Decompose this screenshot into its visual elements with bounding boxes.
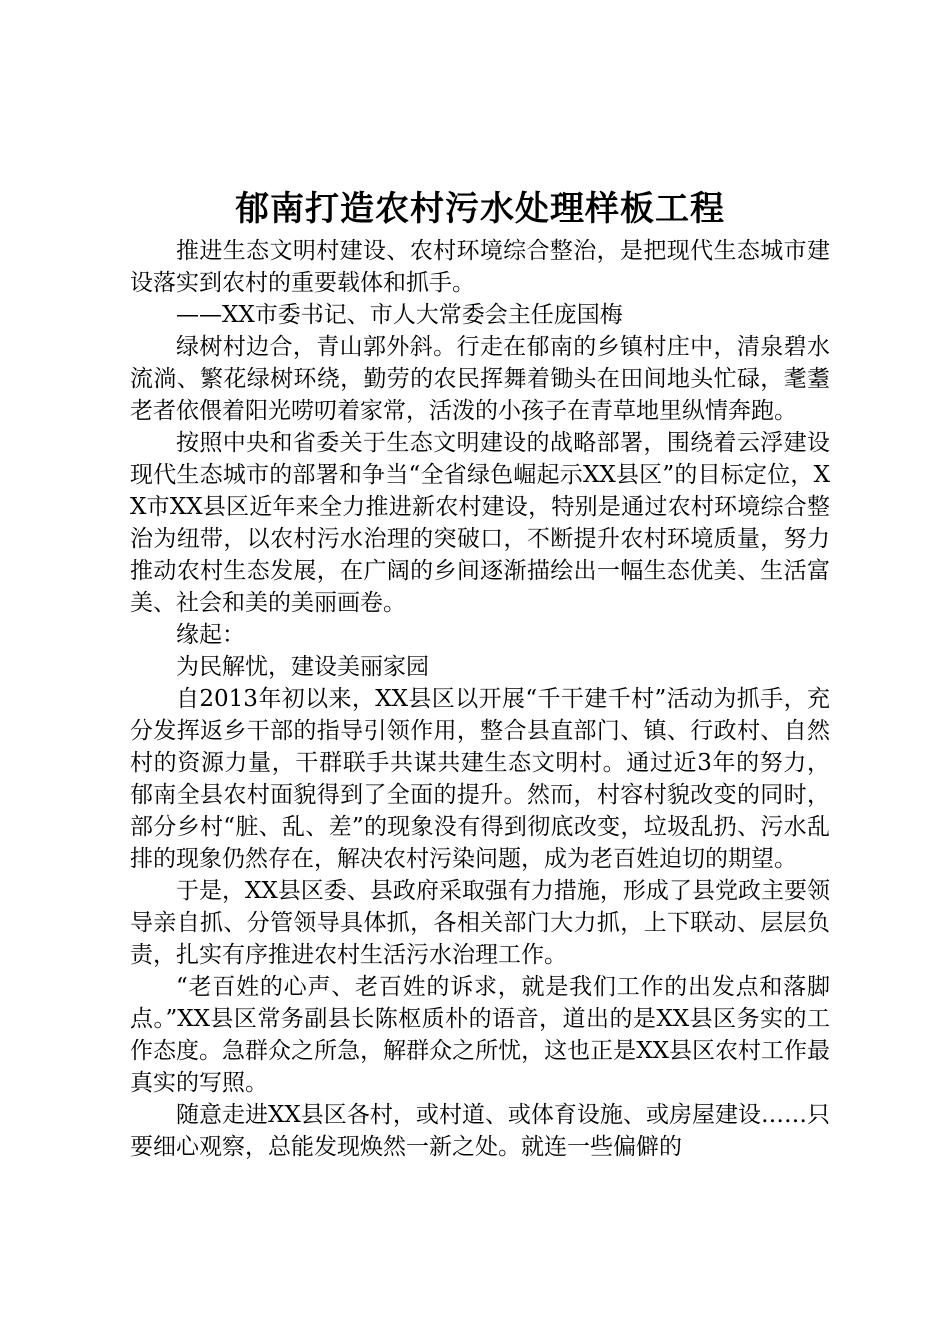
- paragraph-attribution: ——XX市委书记、市人大常委会主任庞国梅: [176, 302, 623, 328]
- section-label: 缘起：: [176, 622, 245, 648]
- paragraph: 按照中央和省委关于生态文明建设的战略部署，围绕着云浮建设现代生态城市的部署和争当“全省绿色崛起示XX县区”的目标定位，XX市XX县区近年来全力推进新农村建设，特别是通过农村环境综合整治为纽带，以农村污水治理的突破口，不断提升农村环境质量，努力推动农村生态发展，在广阔的乡间逐渐描绘出一幅生态优美、生活富美、社会和美的美丽画卷。: [130, 430, 830, 616]
- paragraph: 推进生态文明村建设、农村环境综合整治，是把现代生态城市建设落实到农村的重要载体和抓手。: [130, 238, 830, 296]
- document-body: [130, 235, 830, 1163]
- section-heading: 为民解忧，建设美丽家园: [176, 654, 429, 680]
- paragraph: 于是，XX县区委、县政府采取强有力措施，形成了县党政主要领导亲自抓、分管领导具体抓，各相关部门大力抓，上下联动、层层负责，扎实有序推进农村生活污水治理工作。: [130, 878, 830, 968]
- paragraph: “老百姓的心声、老百姓的诉求，就是我们工作的出发点和落脚点。”XX县区常务副县长陈枢质朴的语音，道出的是XX县区务实的工作态度。急群众之所急，解群众之所忧，这也正是XX县区农村工作最真实的写照。: [130, 974, 830, 1096]
- paragraph: 自2013年初以来，XX县区以开展“千干建千村”活动为抓手，充分发挥返乡干部的指导引领作用，整合县直部门、镇、行政村、自然村的资源力量，干群联手共谋共建生态文明村。通过近3年的努力，郁南全县农村面貌得到了全面的提升。然而，村容村貌改变的同时，部分乡村“脏、乱、差”的现象没有得到彻底改变，垃圾乱扔、污水乱排的现象仍然存在，解决农村污染问题，成为老百姓迫切的期望。: [130, 686, 830, 872]
- paragraph: 随意走进XX县区各村，或村道、或体育设施、或房屋建设……只要细心观察，总能发现焕然一新之处。就连一些偏僻的: [130, 1102, 830, 1160]
- document-title: 郁南打造农村污水处理样板工程: [235, 189, 725, 229]
- document-page: [130, 183, 830, 1163]
- paragraph: 绿树村边合，青山郭外斜。行走在郁南的乡镇村庄中，清泉碧水流淌、繁花绿树环绕，勤劳的农民挥舞着锄头在田间地头忙碌，耄耋老者依偎着阳光唠叨着家常，活泼的小孩子在青草地里纵情奔跑。: [130, 334, 830, 424]
